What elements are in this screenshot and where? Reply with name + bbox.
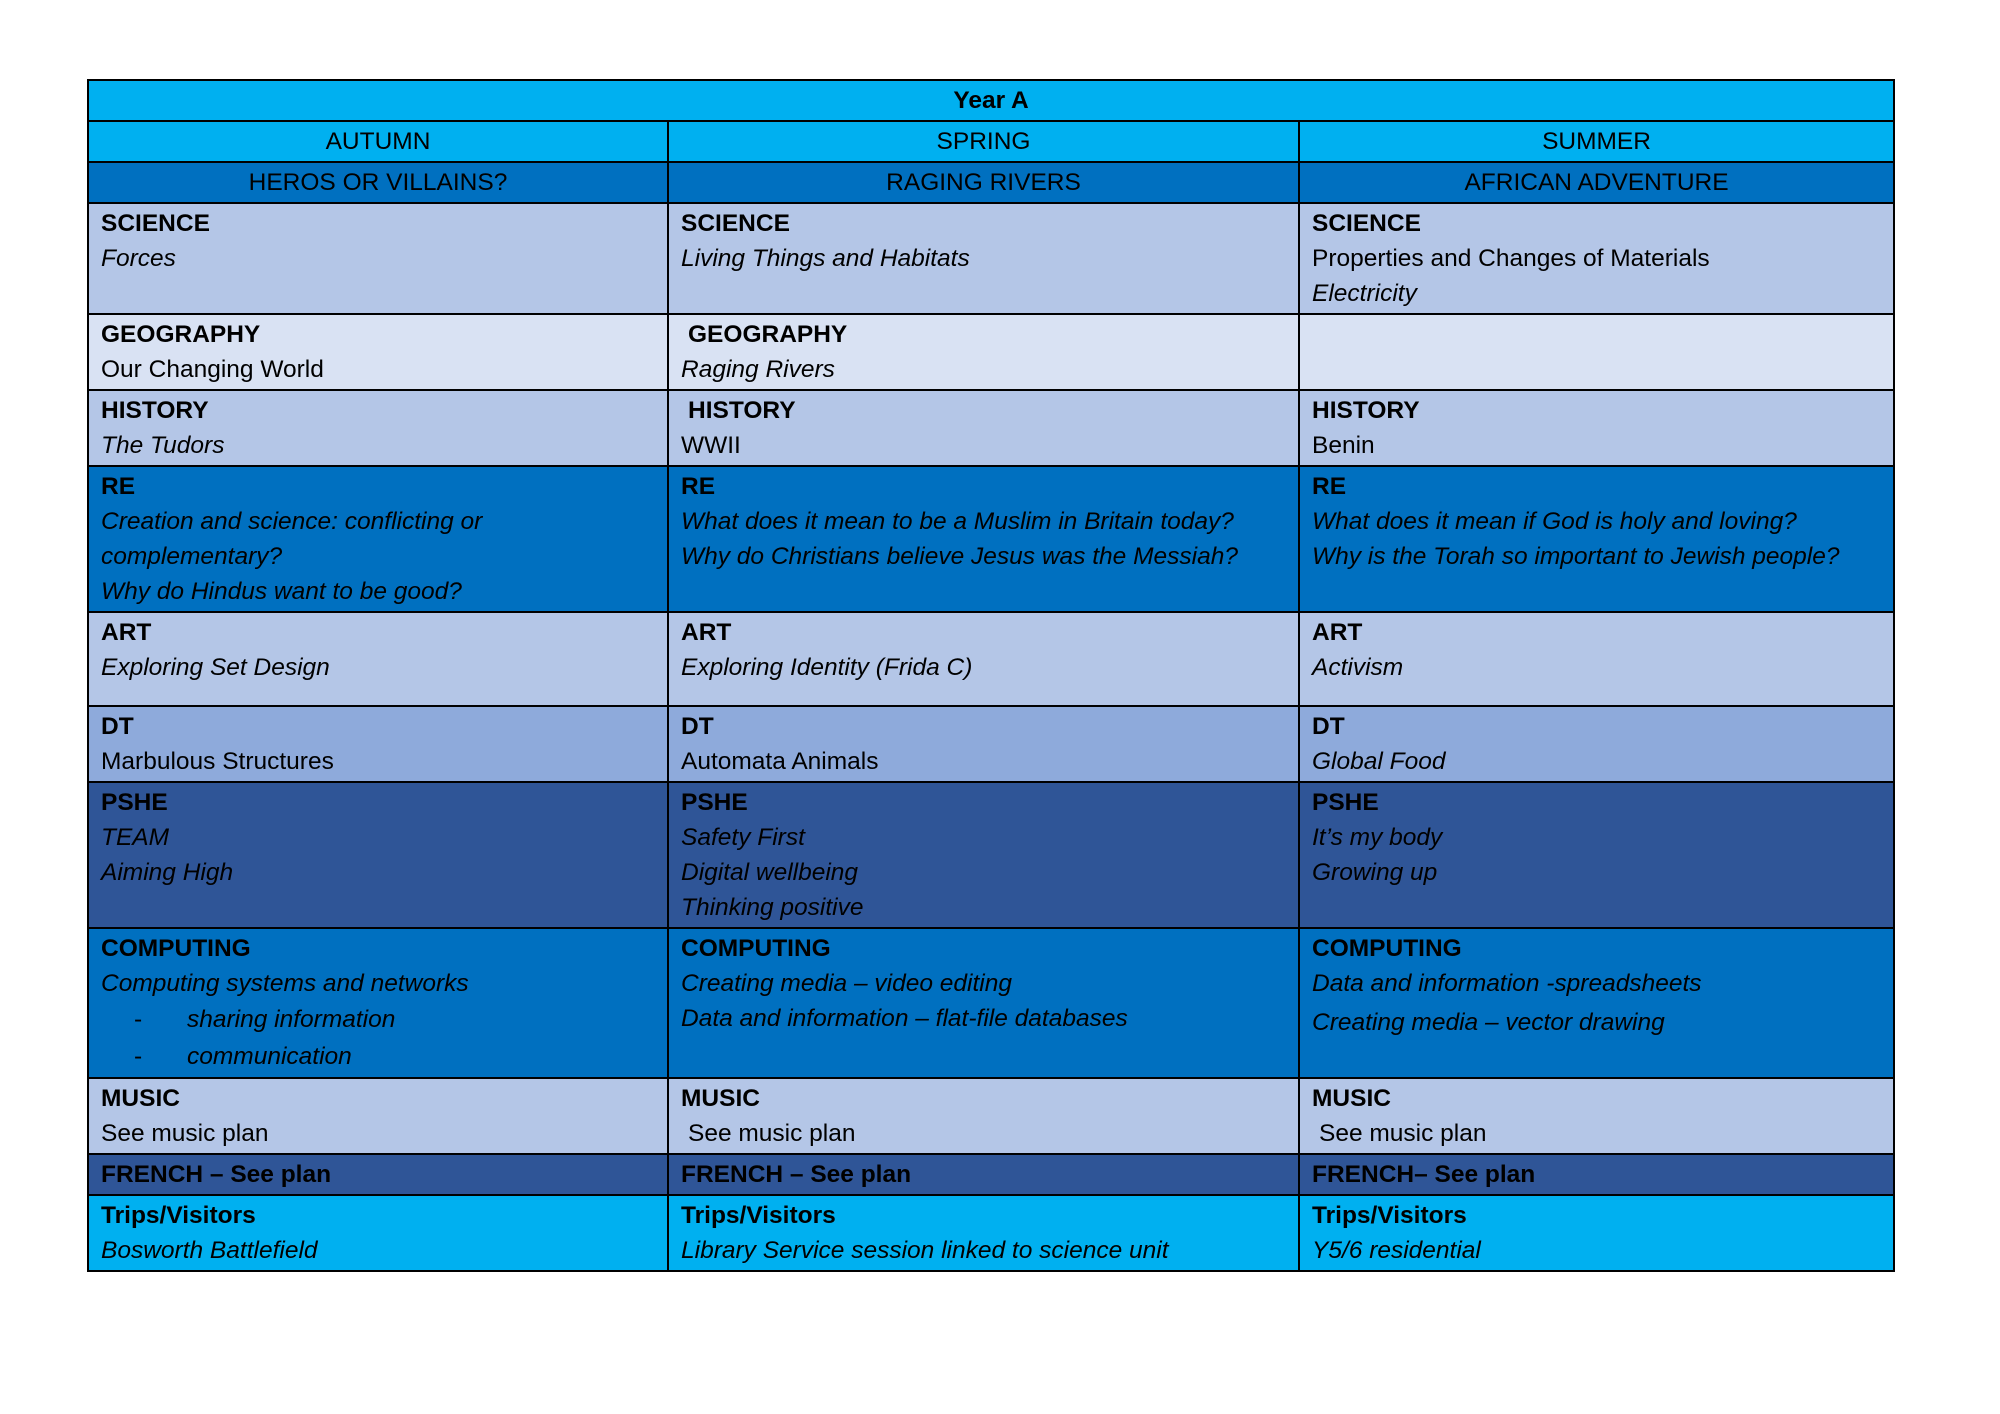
term-autumn: AUTUMN: [88, 121, 668, 162]
dt-summer-cell: [1299, 706, 1894, 782]
french-spring-cell: [668, 1154, 1299, 1195]
subject-label: Trips/Visitors: [101, 1202, 256, 1229]
subject-label: SCIENCE: [681, 210, 790, 237]
subject-label: GEOGRAPHY: [688, 321, 848, 348]
history-row: [88, 390, 1894, 466]
science-spring-cell: [668, 203, 1299, 314]
subject-label: ART: [1312, 619, 1363, 646]
unit-line: Automata Animals: [681, 748, 879, 775]
unit-line: Global Food: [1312, 748, 1446, 775]
subject-label: GEOGRAPHY: [101, 321, 261, 348]
unit-line: Library Service session linked to science unit: [681, 1237, 1169, 1264]
unit-line: TEAM: [101, 824, 170, 851]
subject-label: DT: [681, 713, 714, 740]
dt-autumn-cell: [88, 706, 668, 782]
science-autumn-cell: [88, 203, 668, 314]
unit-line: Growing up: [1312, 859, 1438, 886]
unit-line: See music plan: [1319, 1120, 1487, 1147]
topics-row: [88, 162, 1894, 203]
art-row: [88, 612, 1894, 706]
unit-line: Y5/6 residential: [1312, 1237, 1481, 1264]
terms-row: [88, 121, 1894, 162]
music-autumn-cell: [88, 1078, 668, 1154]
unit-line: WWII: [681, 432, 741, 459]
unit-line: Digital wellbeing: [681, 859, 859, 886]
subject-label: RE: [1312, 473, 1347, 500]
unit-line: Bosworth Battlefield: [101, 1237, 318, 1264]
topic-summer: AFRICAN ADVENTURE: [1299, 162, 1894, 203]
unit-line: What does it mean if God is holy and loving?: [1312, 508, 1797, 535]
subject-label: HISTORY: [688, 397, 796, 424]
music-row: [88, 1078, 1894, 1154]
pshe-autumn-cell: [88, 782, 668, 928]
unit-line: Data and information – flat-file databases: [681, 1005, 1128, 1032]
subject-label: PSHE: [1312, 789, 1379, 816]
unit-line: See music plan: [101, 1120, 269, 1147]
unit-line: Creating media – vector drawing: [1312, 1009, 1665, 1036]
subject-label: SCIENCE: [1312, 210, 1421, 237]
trips-spring-cell: [668, 1195, 1299, 1271]
subject-label: COMPUTING: [1312, 935, 1462, 962]
computing-autumn-cell: [88, 928, 668, 1078]
geography-row: [88, 314, 1894, 390]
geography-spring-cell: [668, 314, 1299, 390]
year-title: Year A: [88, 80, 1894, 121]
trips-row: [88, 1195, 1894, 1271]
dash-marker: -: [134, 1006, 143, 1033]
topic-autumn: HEROS OR VILLAINS?: [88, 162, 668, 203]
pshe-row: [88, 782, 1894, 928]
science-summer-cell: [1299, 203, 1894, 314]
unit-line: See music plan: [688, 1120, 856, 1147]
subject-label: FRENCH – See plan: [681, 1161, 912, 1188]
subject-label: PSHE: [101, 789, 168, 816]
re-autumn-cell: [88, 466, 668, 612]
unit-line: Aiming High: [101, 859, 234, 886]
bullet-text: sharing information: [187, 1006, 396, 1033]
unit-line: Forces: [101, 245, 176, 272]
history-summer-cell: [1299, 390, 1894, 466]
title-row: [88, 80, 1894, 121]
unit-line: Exploring Set Design: [101, 654, 330, 681]
trips-autumn-cell: [88, 1195, 668, 1271]
unit-line: Data and information -spreadsheets: [1312, 970, 1702, 997]
unit-line: Raging Rivers: [681, 356, 835, 383]
unit-line: Properties and Changes of Materials: [1312, 245, 1710, 272]
bullet-item: [101, 1038, 655, 1075]
computing-summer-cell: [1299, 928, 1894, 1078]
subject-label: SCIENCE: [101, 210, 210, 237]
subject-label: FRENCH– See plan: [1312, 1161, 1536, 1188]
french-row: [88, 1154, 1894, 1195]
subject-label: DT: [1312, 713, 1345, 740]
unit-line: It’s my body: [1312, 824, 1443, 851]
subject-label: HISTORY: [1312, 397, 1420, 424]
french-summer-cell: [1299, 1154, 1894, 1195]
unit-line: Creating media – video editing: [681, 970, 1012, 997]
unit-line: Living Things and Habitats: [681, 245, 970, 272]
pshe-summer-cell: [1299, 782, 1894, 928]
dt-spring-cell: [668, 706, 1299, 782]
subject-label: RE: [681, 473, 716, 500]
bullet-item: [101, 1001, 655, 1038]
unit-line: Activism: [1312, 654, 1404, 681]
subject-label: RE: [101, 473, 136, 500]
unit-line: Thinking positive: [681, 894, 864, 921]
pshe-spring-cell: [668, 782, 1299, 928]
trips-summer-cell: [1299, 1195, 1894, 1271]
unit-line: Creation and science: conflicting or: [101, 508, 483, 535]
subject-label: ART: [101, 619, 152, 646]
unit-line: Computing systems and networks: [101, 970, 469, 997]
history-autumn-cell: [88, 390, 668, 466]
subject-label: Trips/Visitors: [681, 1202, 836, 1229]
unit-line: complementary?: [101, 543, 283, 570]
unit-line: Marbulous Structures: [101, 748, 334, 775]
subject-label: PSHE: [681, 789, 748, 816]
subject-label: FRENCH – See plan: [101, 1161, 332, 1188]
curriculum-table: [87, 79, 1895, 1272]
computing-row: [88, 928, 1894, 1078]
geography-summer-cell: [1299, 314, 1894, 390]
term-spring: SPRING: [668, 121, 1299, 162]
unit-line: Our Changing World: [101, 356, 324, 383]
music-spring-cell: [668, 1078, 1299, 1154]
unit-line: Why do Christians believe Jesus was the Messiah?: [681, 543, 1238, 570]
unit-line: What does it mean to be a Muslim in Britain today?: [681, 508, 1234, 535]
unit-line: The Tudors: [101, 432, 225, 459]
subject-label: Trips/Visitors: [1312, 1202, 1467, 1229]
history-spring-cell: [668, 390, 1299, 466]
subject-label: COMPUTING: [101, 935, 251, 962]
unit-line: Electricity: [1312, 280, 1417, 307]
dash-marker: -: [134, 1043, 143, 1070]
subject-label: MUSIC: [681, 1085, 760, 1112]
topic-spring: RAGING RIVERS: [668, 162, 1299, 203]
dt-row: [88, 706, 1894, 782]
unit-line: Exploring Identity (Frida C): [681, 654, 973, 681]
unit-line: Safety First: [681, 824, 805, 851]
unit-line: Why do Hindus want to be good?: [101, 578, 462, 605]
term-summer: SUMMER: [1299, 121, 1894, 162]
geography-autumn-cell: [88, 314, 668, 390]
computing-spring-cell: [668, 928, 1299, 1078]
re-summer-cell: [1299, 466, 1894, 612]
re-row: [88, 466, 1894, 612]
science-row: [88, 203, 1894, 314]
art-summer-cell: [1299, 612, 1894, 706]
french-autumn-cell: [88, 1154, 668, 1195]
art-autumn-cell: [88, 612, 668, 706]
subject-label: MUSIC: [101, 1085, 180, 1112]
music-summer-cell: [1299, 1078, 1894, 1154]
subject-label: COMPUTING: [681, 935, 831, 962]
unit-line: Why is the Torah so important to Jewish people?: [1312, 543, 1840, 570]
subject-label: MUSIC: [1312, 1085, 1391, 1112]
subject-label: DT: [101, 713, 134, 740]
bullet-text: communication: [187, 1043, 352, 1070]
re-spring-cell: [668, 466, 1299, 612]
subject-label: ART: [681, 619, 732, 646]
art-spring-cell: [668, 612, 1299, 706]
unit-line: Benin: [1312, 432, 1375, 459]
subject-label: HISTORY: [101, 397, 209, 424]
